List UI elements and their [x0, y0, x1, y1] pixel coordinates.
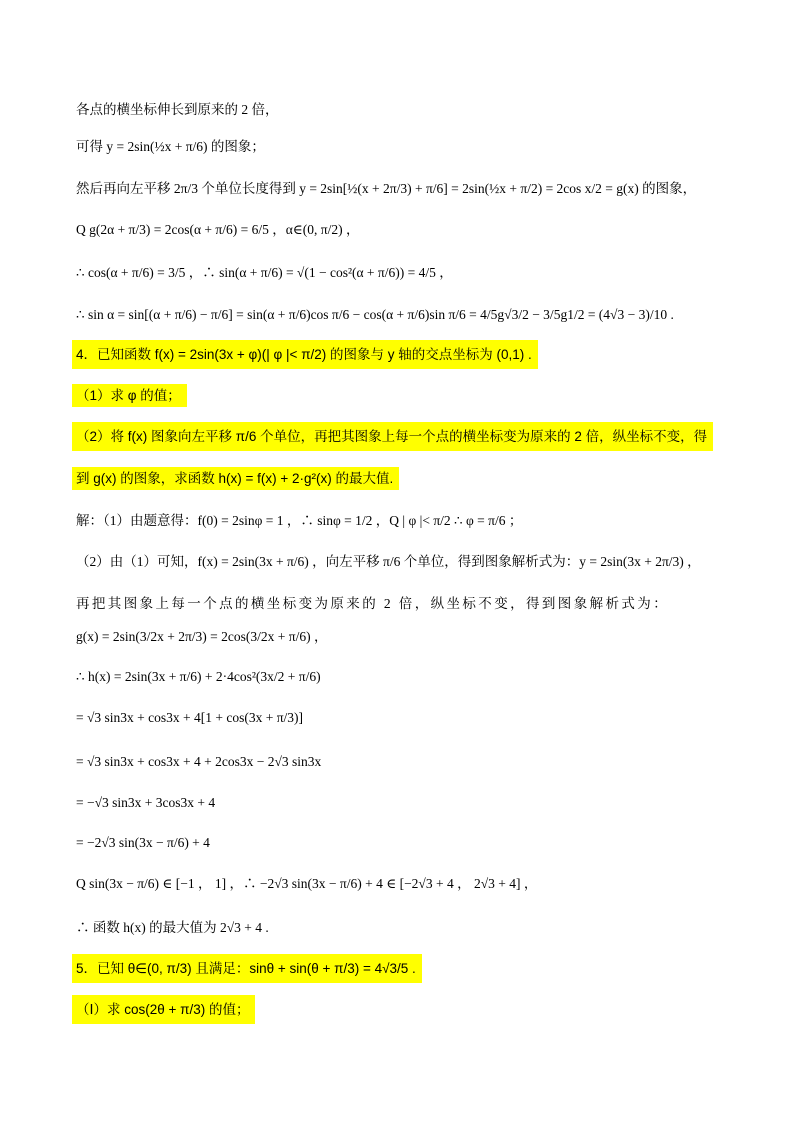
problem-4-part-1: （1）求 φ 的值； — [76, 385, 187, 407]
text-line: Q g(2α + π/3) = 2cos(α + π/6) = 6/5 ，α∈(0, π/2) ， — [76, 222, 360, 237]
text-line: ∴ sin α = sin[(α + π/6) − π/6] = sin(α + π/6)cos π/6 − cos(α + π/6)sin π/6 = 4/5g√3/2 − 3/5g1/2 = (4√3 − 3)/10 . — [76, 307, 674, 322]
text-line: Q sin(3x − π/6) ∈ [−1 ， 1] ，∴ −2√3 sin(3x − π/6) + 4 ∈ [−2√3 + 4 ， 2√3 + 4] ， — [76, 876, 538, 891]
text-line: = √3 sin3x + cos3x + 4[1 + cos(3x + π/3)] — [76, 710, 304, 725]
problem-4-part-2: （2）将 f(x) 图象向左平移 π/6 个单位，再把其图象上每一个点的横坐标变为原来的 2 倍，纵坐标不变，得 — [76, 426, 713, 448]
text-line: ∴ 函数 h(x) 的最大值为 2√3 + 4 . — [76, 920, 269, 935]
text-line: = −2√3 sin(3x − π/6) + 4 — [76, 835, 210, 850]
problem-4-title: 4．已知函数 f(x) = 2sin(3x + φ)(| φ |< π/2) 的图象与 y 轴的交点坐标为 (0,1) . — [76, 344, 538, 366]
text-line: = −√3 sin3x + 3cos3x + 4 — [76, 795, 216, 810]
problem-5-part-1: （Ⅰ）求 cos(2θ + π/3) 的值； — [76, 999, 255, 1021]
solution-part-1: 解：（1）由题意得：f(0) = 2sinφ = 1 ，∴ sinφ = 1/2 ，Q | φ |< π/2 ∴ φ = π/6 ； — [76, 513, 523, 528]
problem-4-part-2-cont: 到 g(x) 的图象，求函数 h(x) = f(x) + 2·g²(x) 的最大值. — [76, 468, 399, 490]
problem-5-title: 5．已知 θ∈(0, π/3) 且满足：sinθ + sin(θ + π/3) = 4√3/5 . — [76, 958, 422, 980]
text-line: 可得 y = 2sin(½x + π/6) 的图象； — [76, 139, 265, 154]
text-line: g(x) = 2sin(3/2x + 2π/3) = 2cos(3/2x + π/6) ， — [76, 629, 328, 644]
text-line: ∴ cos(α + π/6) = 3/5 ，∴ sin(α + π/6) = √(1 − cos²(α + π/6)) = 4/5 ， — [76, 265, 453, 280]
text-line: ∴ h(x) = 2sin(3x + π/6) + 2·4cos²(3x/2 + π/6) — [76, 669, 321, 684]
text-line: 各点的横坐标伸长到原来的 2 倍， — [76, 102, 279, 117]
text-line: 再把其图象上每一个点的横坐标变为原来的 2 倍，纵坐标不变，得到图象解析式为： — [76, 596, 670, 611]
text-line: = √3 sin3x + cos3x + 4 + 2cos3x − 2√3 sin3x — [76, 754, 322, 769]
text-line: 然后再向左平移 2π/3 个单位长度得到 y = 2sin[½(x + 2π/3) + π/6] = 2sin(½x + π/2) = 2cos x/2 = g(x) 的图象， — [76, 181, 697, 196]
solution-part-2: （2）由（1）可知，f(x) = 2sin(3x + π/6) ，向左平移 π/6 个单位，得到图象解析式为：y = 2sin(3x + 2π/3) ， — [76, 554, 701, 569]
